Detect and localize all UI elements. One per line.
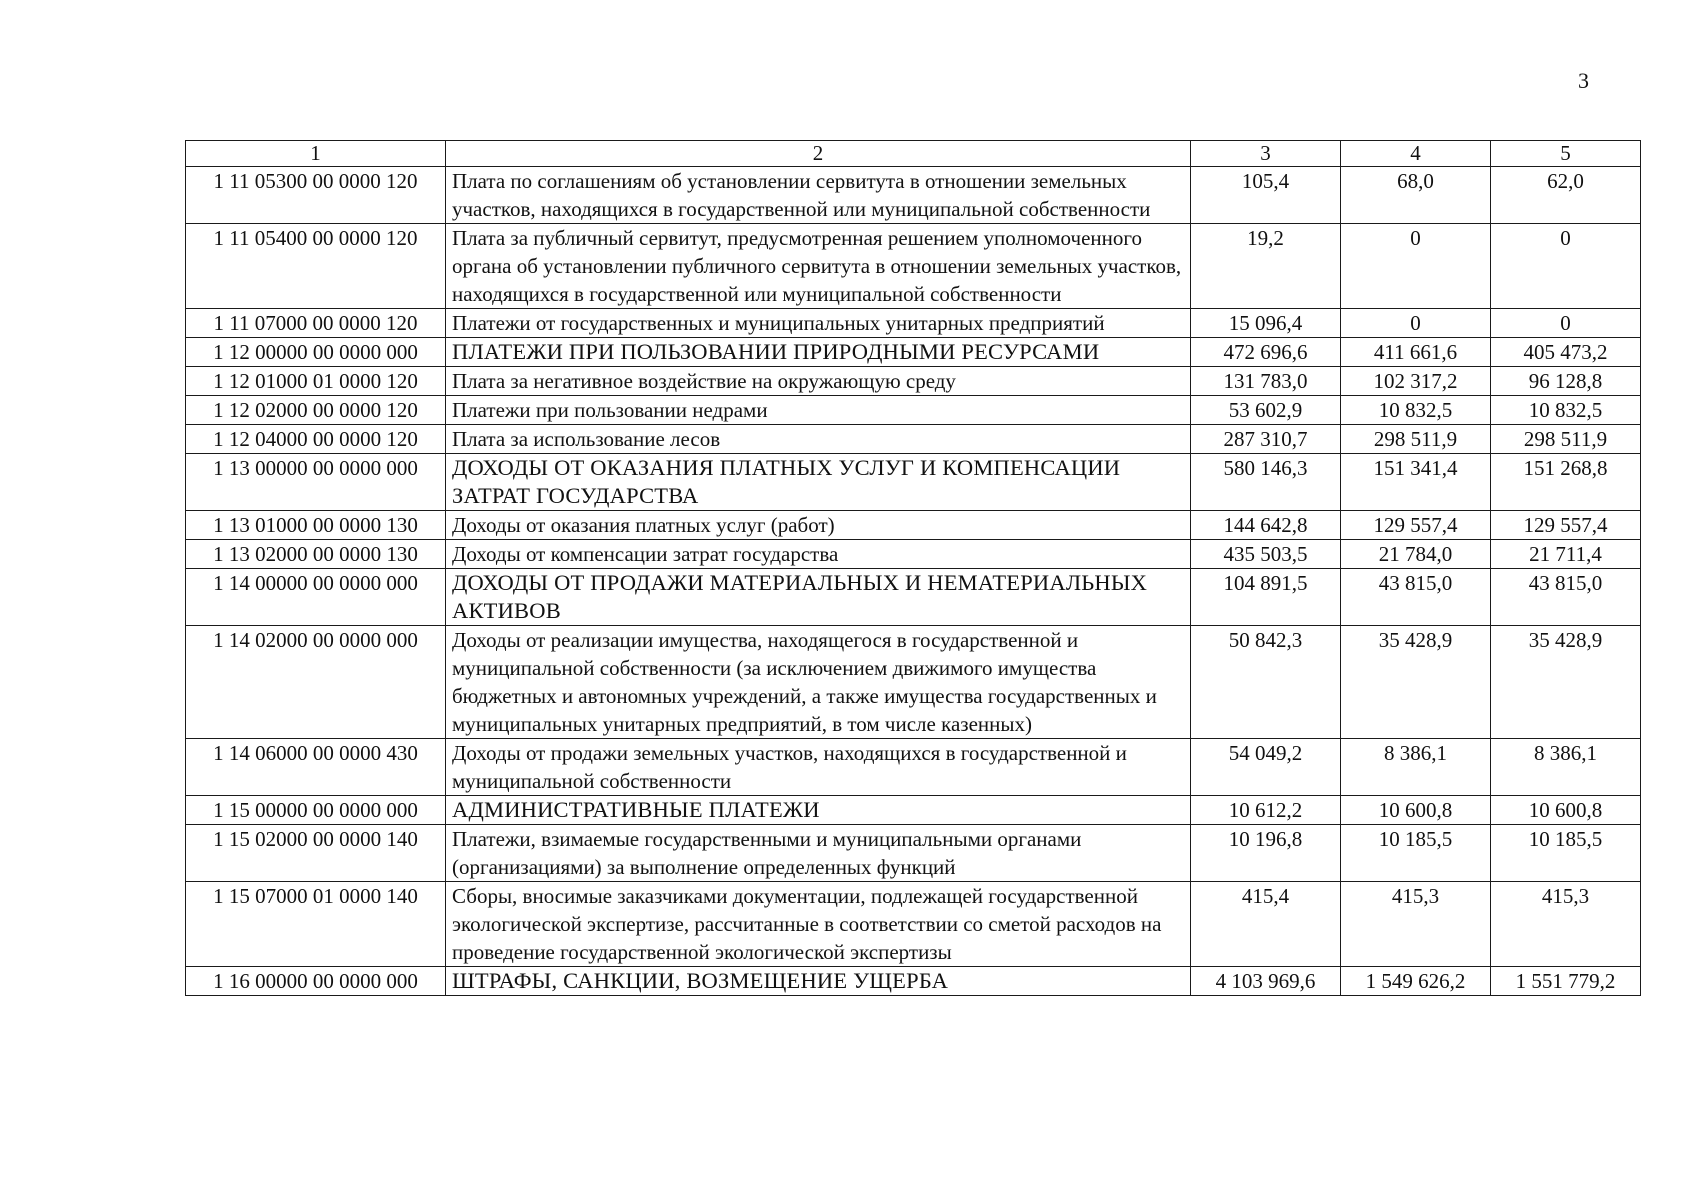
budget-code-cell: 1 15 07000 01 0000 140 (186, 882, 446, 967)
table-section-row (186, 569, 1641, 626)
budget-code-cell: 1 12 00000 00 0000 000 (186, 338, 446, 367)
table-row (186, 396, 1641, 425)
budget-code-cell: 1 14 00000 00 0000 000 (186, 569, 446, 626)
table-section-row (186, 454, 1641, 511)
budget-code-cell: 1 13 02000 00 0000 130 (186, 540, 446, 569)
revenue-name-cell: ШТРАФЫ, САНКЦИИ, ВОЗМЕЩЕНИЕ УЩЕРБА (446, 967, 1191, 996)
revenue-name-cell: ПЛАТЕЖИ ПРИ ПОЛЬЗОВАНИИ ПРИРОДНЫМИ РЕСУРСАМИ (446, 338, 1191, 367)
amount-col3-cell: 287 310,7 (1191, 425, 1341, 454)
table-row (186, 224, 1641, 309)
table-row (186, 739, 1641, 796)
column-header-5: 5 (1491, 141, 1641, 167)
table-section-row (186, 796, 1641, 825)
amount-col3-cell: 580 146,3 (1191, 454, 1341, 511)
table-row (186, 825, 1641, 882)
column-header-2: 2 (446, 141, 1191, 167)
amount-col4-cell: 411 661,6 (1341, 338, 1491, 367)
amount-col3-cell: 472 696,6 (1191, 338, 1341, 367)
table-row (186, 626, 1641, 739)
amount-col3-cell: 10 196,8 (1191, 825, 1341, 882)
table-section-row (186, 338, 1641, 367)
budget-code-cell: 1 11 05400 00 0000 120 (186, 224, 446, 309)
revenue-name-cell: Плата за использование лесов (446, 425, 1191, 454)
amount-col3-cell: 54 049,2 (1191, 739, 1341, 796)
amount-col3-cell: 50 842,3 (1191, 626, 1341, 739)
amount-col3-cell: 104 891,5 (1191, 569, 1341, 626)
revenue-name-cell: ДОХОДЫ ОТ ОКАЗАНИЯ ПЛАТНЫХ УСЛУГ И КОМПЕНСАЦИИ ЗАТРАТ ГОСУДАРСТВА (446, 454, 1191, 511)
amount-col4-cell: 68,0 (1341, 167, 1491, 224)
revenue-name-cell: Доходы от оказания платных услуг (работ) (446, 511, 1191, 540)
amount-col3-cell: 105,4 (1191, 167, 1341, 224)
page-number: 3 (1578, 68, 1589, 93)
budget-code-cell: 1 16 00000 00 0000 000 (186, 967, 446, 996)
revenue-name-cell: АДМИНИСТРАТИВНЫЕ ПЛАТЕЖИ (446, 796, 1191, 825)
amount-col4-cell: 415,3 (1341, 882, 1491, 967)
budget-code-cell: 1 12 01000 01 0000 120 (186, 367, 446, 396)
amount-col4-cell: 151 341,4 (1341, 454, 1491, 511)
budget-revenue-table (185, 140, 1641, 996)
budget-code-cell: 1 11 07000 00 0000 120 (186, 309, 446, 338)
amount-col5-cell: 129 557,4 (1491, 511, 1641, 540)
revenue-name-cell: Доходы от продажи земельных участков, находящихся в государственной и муниципальной собственности (446, 739, 1191, 796)
budget-code-cell: 1 13 00000 00 0000 000 (186, 454, 446, 511)
budget-code-cell: 1 13 01000 00 0000 130 (186, 511, 446, 540)
amount-col4-cell: 1 549 626,2 (1341, 967, 1491, 996)
table-row (186, 367, 1641, 396)
amount-col5-cell: 151 268,8 (1491, 454, 1641, 511)
amount-col4-cell: 129 557,4 (1341, 511, 1491, 540)
amount-col5-cell: 415,3 (1491, 882, 1641, 967)
amount-col5-cell: 1 551 779,2 (1491, 967, 1641, 996)
amount-col5-cell: 405 473,2 (1491, 338, 1641, 367)
amount-col4-cell: 35 428,9 (1341, 626, 1491, 739)
amount-col4-cell: 10 185,5 (1341, 825, 1491, 882)
revenue-name-cell: Сборы, вносимые заказчиками документации, подлежащей государственной экологической экспертизе, рассчитанные в соответствии со сметой расходов на проведение государственной экологической экспертизы (446, 882, 1191, 967)
amount-col5-cell: 43 815,0 (1491, 569, 1641, 626)
amount-col4-cell: 0 (1341, 224, 1491, 309)
amount-col5-cell: 298 511,9 (1491, 425, 1641, 454)
table-row (186, 882, 1641, 967)
column-header-4: 4 (1341, 141, 1491, 167)
revenue-name-cell: Платежи, взимаемые государственными и муниципальными органами (организациями) за выполнение определенных функций (446, 825, 1191, 882)
amount-col5-cell: 62,0 (1491, 167, 1641, 224)
amount-col5-cell: 0 (1491, 224, 1641, 309)
revenue-name-cell: Плата по соглашениям об установлении сервитута в отношении земельных участков, находящихся в государственной или муниципальной собственности (446, 167, 1191, 224)
amount-col3-cell: 53 602,9 (1191, 396, 1341, 425)
table-row (186, 511, 1641, 540)
revenue-name-cell: Плата за негативное воздействие на окружающую среду (446, 367, 1191, 396)
budget-code-cell: 1 12 02000 00 0000 120 (186, 396, 446, 425)
budget-code-cell: 1 12 04000 00 0000 120 (186, 425, 446, 454)
amount-col4-cell: 102 317,2 (1341, 367, 1491, 396)
budget-code-cell: 1 15 00000 00 0000 000 (186, 796, 446, 825)
amount-col3-cell: 435 503,5 (1191, 540, 1341, 569)
amount-col3-cell: 144 642,8 (1191, 511, 1341, 540)
budget-code-cell: 1 14 02000 00 0000 000 (186, 626, 446, 739)
amount-col4-cell: 10 600,8 (1341, 796, 1491, 825)
amount-col5-cell: 10 832,5 (1491, 396, 1641, 425)
amount-col4-cell: 21 784,0 (1341, 540, 1491, 569)
amount-col4-cell: 43 815,0 (1341, 569, 1491, 626)
column-header-1: 1 (186, 141, 446, 167)
revenue-name-cell: Доходы от компенсации затрат государства (446, 540, 1191, 569)
amount-col4-cell: 0 (1341, 309, 1491, 338)
amount-col3-cell: 15 096,4 (1191, 309, 1341, 338)
amount-col3-cell: 4 103 969,6 (1191, 967, 1341, 996)
amount-col5-cell: 0 (1491, 309, 1641, 338)
amount-col5-cell: 10 600,8 (1491, 796, 1641, 825)
table-row (186, 540, 1641, 569)
table-row (186, 309, 1641, 338)
amount-col5-cell: 35 428,9 (1491, 626, 1641, 739)
table-row (186, 167, 1641, 224)
budget-code-cell: 1 14 06000 00 0000 430 (186, 739, 446, 796)
amount-col4-cell: 8 386,1 (1341, 739, 1491, 796)
amount-col5-cell: 21 711,4 (1491, 540, 1641, 569)
table-row (186, 425, 1641, 454)
amount-col5-cell: 8 386,1 (1491, 739, 1641, 796)
table-body (186, 167, 1641, 996)
amount-col3-cell: 415,4 (1191, 882, 1341, 967)
revenue-name-cell: Платежи при пользовании недрами (446, 396, 1191, 425)
amount-col4-cell: 298 511,9 (1341, 425, 1491, 454)
amount-col5-cell: 96 128,8 (1491, 367, 1641, 396)
amount-col3-cell: 19,2 (1191, 224, 1341, 309)
amount-col3-cell: 10 612,2 (1191, 796, 1341, 825)
revenue-name-cell: Платежи от государственных и муниципальных унитарных предприятий (446, 309, 1191, 338)
revenue-name-cell: Плата за публичный сервитут, предусмотренная решением уполномоченного органа об установлении публичного сервитута в отношении земельных участков, находящихся в государственной или муниципальной собственности (446, 224, 1191, 309)
revenue-name-cell: Доходы от реализации имущества, находящегося в государственной и муниципальной собственности (за исключением движимого имущества бюджетных и автономных учреждений, а также имущества государственных и муниципальных унитарных предприятий, в том числе казенных) (446, 626, 1191, 739)
revenue-name-cell: ДОХОДЫ ОТ ПРОДАЖИ МАТЕРИАЛЬНЫХ И НЕМАТЕРИАЛЬНЫХ АКТИВОВ (446, 569, 1191, 626)
amount-col3-cell: 131 783,0 (1191, 367, 1341, 396)
budget-code-cell: 1 15 02000 00 0000 140 (186, 825, 446, 882)
column-header-3: 3 (1191, 141, 1341, 167)
amount-col5-cell: 10 185,5 (1491, 825, 1641, 882)
column-number-header-row (186, 141, 1641, 167)
table-section-row (186, 967, 1641, 996)
budget-code-cell: 1 11 05300 00 0000 120 (186, 167, 446, 224)
amount-col4-cell: 10 832,5 (1341, 396, 1491, 425)
